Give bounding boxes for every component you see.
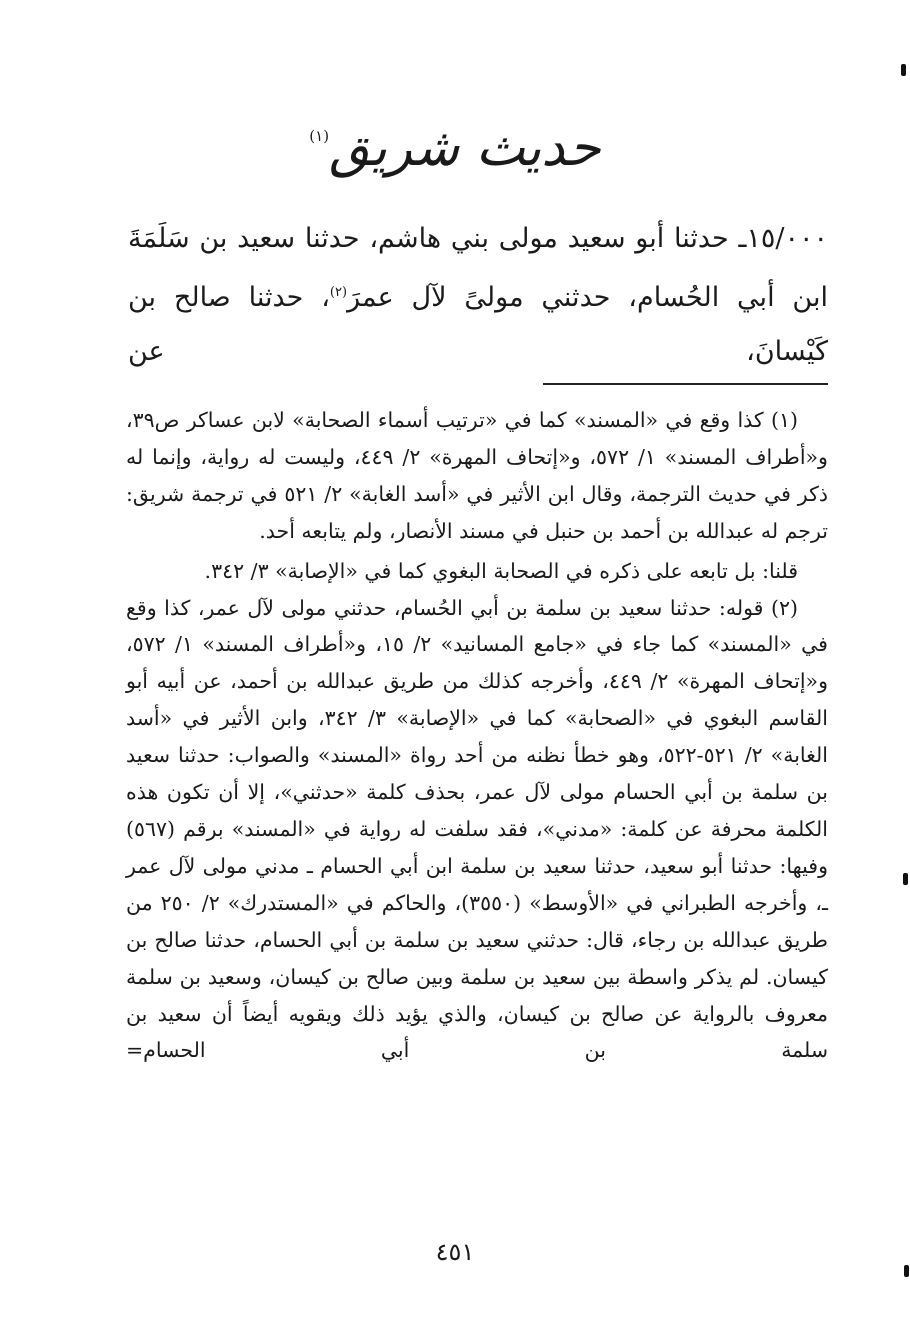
hadith-text xyxy=(128,212,828,379)
page-number: ٤٥١ xyxy=(435,1238,475,1266)
margin-mark xyxy=(901,64,906,76)
hadith-line-part: ابن أبي الحُسام، حدثني مولىً لآل عمرَ xyxy=(347,282,828,313)
footnote-1: (١) كذا وقع في «المسند» كما في «ترتيب أسماء الصحابة» لابن عساكر ص٣٩، و«أطراف المسند» ١/ ٥٧٢، و«إتحاف المهرة» ٢/ ٤٤٩، وليست له رواية، وإنما له ذكر في حديث الترجمة، وقال ابن الأثير في «أسد الغابة» ٢/ ٥٢١ في ترجمة شريق: ترجم له عبدالله بن أحمد بن حنبل في مسند الأنصار، ولم يتابعه أحد. xyxy=(126,408,828,543)
hadith-line xyxy=(128,266,828,379)
hadith-line: ١٥/٠٠٠ـ حدثنا أبو سعيد مولى بني هاشم، حدثنا سعيد بن سَلَمَةَ xyxy=(128,223,828,254)
footnote-ref: (٢) xyxy=(329,285,348,300)
footnotes xyxy=(126,402,828,1069)
footnote-2: (٢) قوله: حدثنا سعيد بن سلمة بن أبي الحُسام، حدثني مولى لآل عمر، كذا وقع في «المسند» كما جاء في «جامع المسانيد» ٢/ ١٥، و«أطراف المسند» ١/ ٥٧٢، و«إتحاف المهرة» ٢/ ٤٤٩، وأخرجه كذلك من طريق عبدالله بن أحمد، عن أبيه أبو القاسم البغوي في «الصحابة» كما في «الإصابة» ٣/ ٣٤٢، وابن الأثير في «أسد الغابة» ٢/ ٥٢١-٥٢٢، وهو خطأ نظنه من أحد رواة «المسند» والصواب: حدثنا سعيد بن سلمة بن أبي الحسام مولى لآل عمر، بحذف كلمة «حدثني»، إلا أن تكون هذه الكلمة محرفة عن كلمة: «مدني»، فقد سلفت له رواية في «المسند» برقم (٥٦٧) وفيها: حدثنا أبو سعيد، حدثنا سعيد بن سلمة ابن أبي الحسام ـ مدني مولى لآل عمر ـ، وأخرجه الطبراني في «الأوسط» (٣٥٥٠)، والحاكم في «المستدرك» ٢/ ٢٥٠ من طريق عبدالله بن رجاء، قال: حدثني سعيد بن سلمة بن أبي الحسام، حدثنا صالح بن كيسان. لم يذكر واسطة بين سعيد بن سلمة وبين صالح بن كيسان، وسعيد بن سلمة معروف بالرواية عن صالح بن كيسان، والذي يؤيد ذلك ويقويه أيضاً أن سعيد بن سلمة بن أبي الحسام= xyxy=(126,595,828,1063)
footnote-separator xyxy=(543,383,828,385)
footnote-ref: (١) xyxy=(309,126,330,145)
chapter-title-text: حديث شريق xyxy=(329,118,601,178)
margin-mark xyxy=(903,873,908,885)
chapter-title xyxy=(0,118,910,178)
footnote-1-comment: قلنا: بل تابعه على ذكره في الصحابة البغوي كما في «الإصابة» ٣/ ٣٤٢. xyxy=(204,558,798,583)
margin-mark xyxy=(904,1265,909,1277)
hadith-line-part: ، حدثنا صالح بن كَيْسانَ، عن xyxy=(128,282,828,367)
